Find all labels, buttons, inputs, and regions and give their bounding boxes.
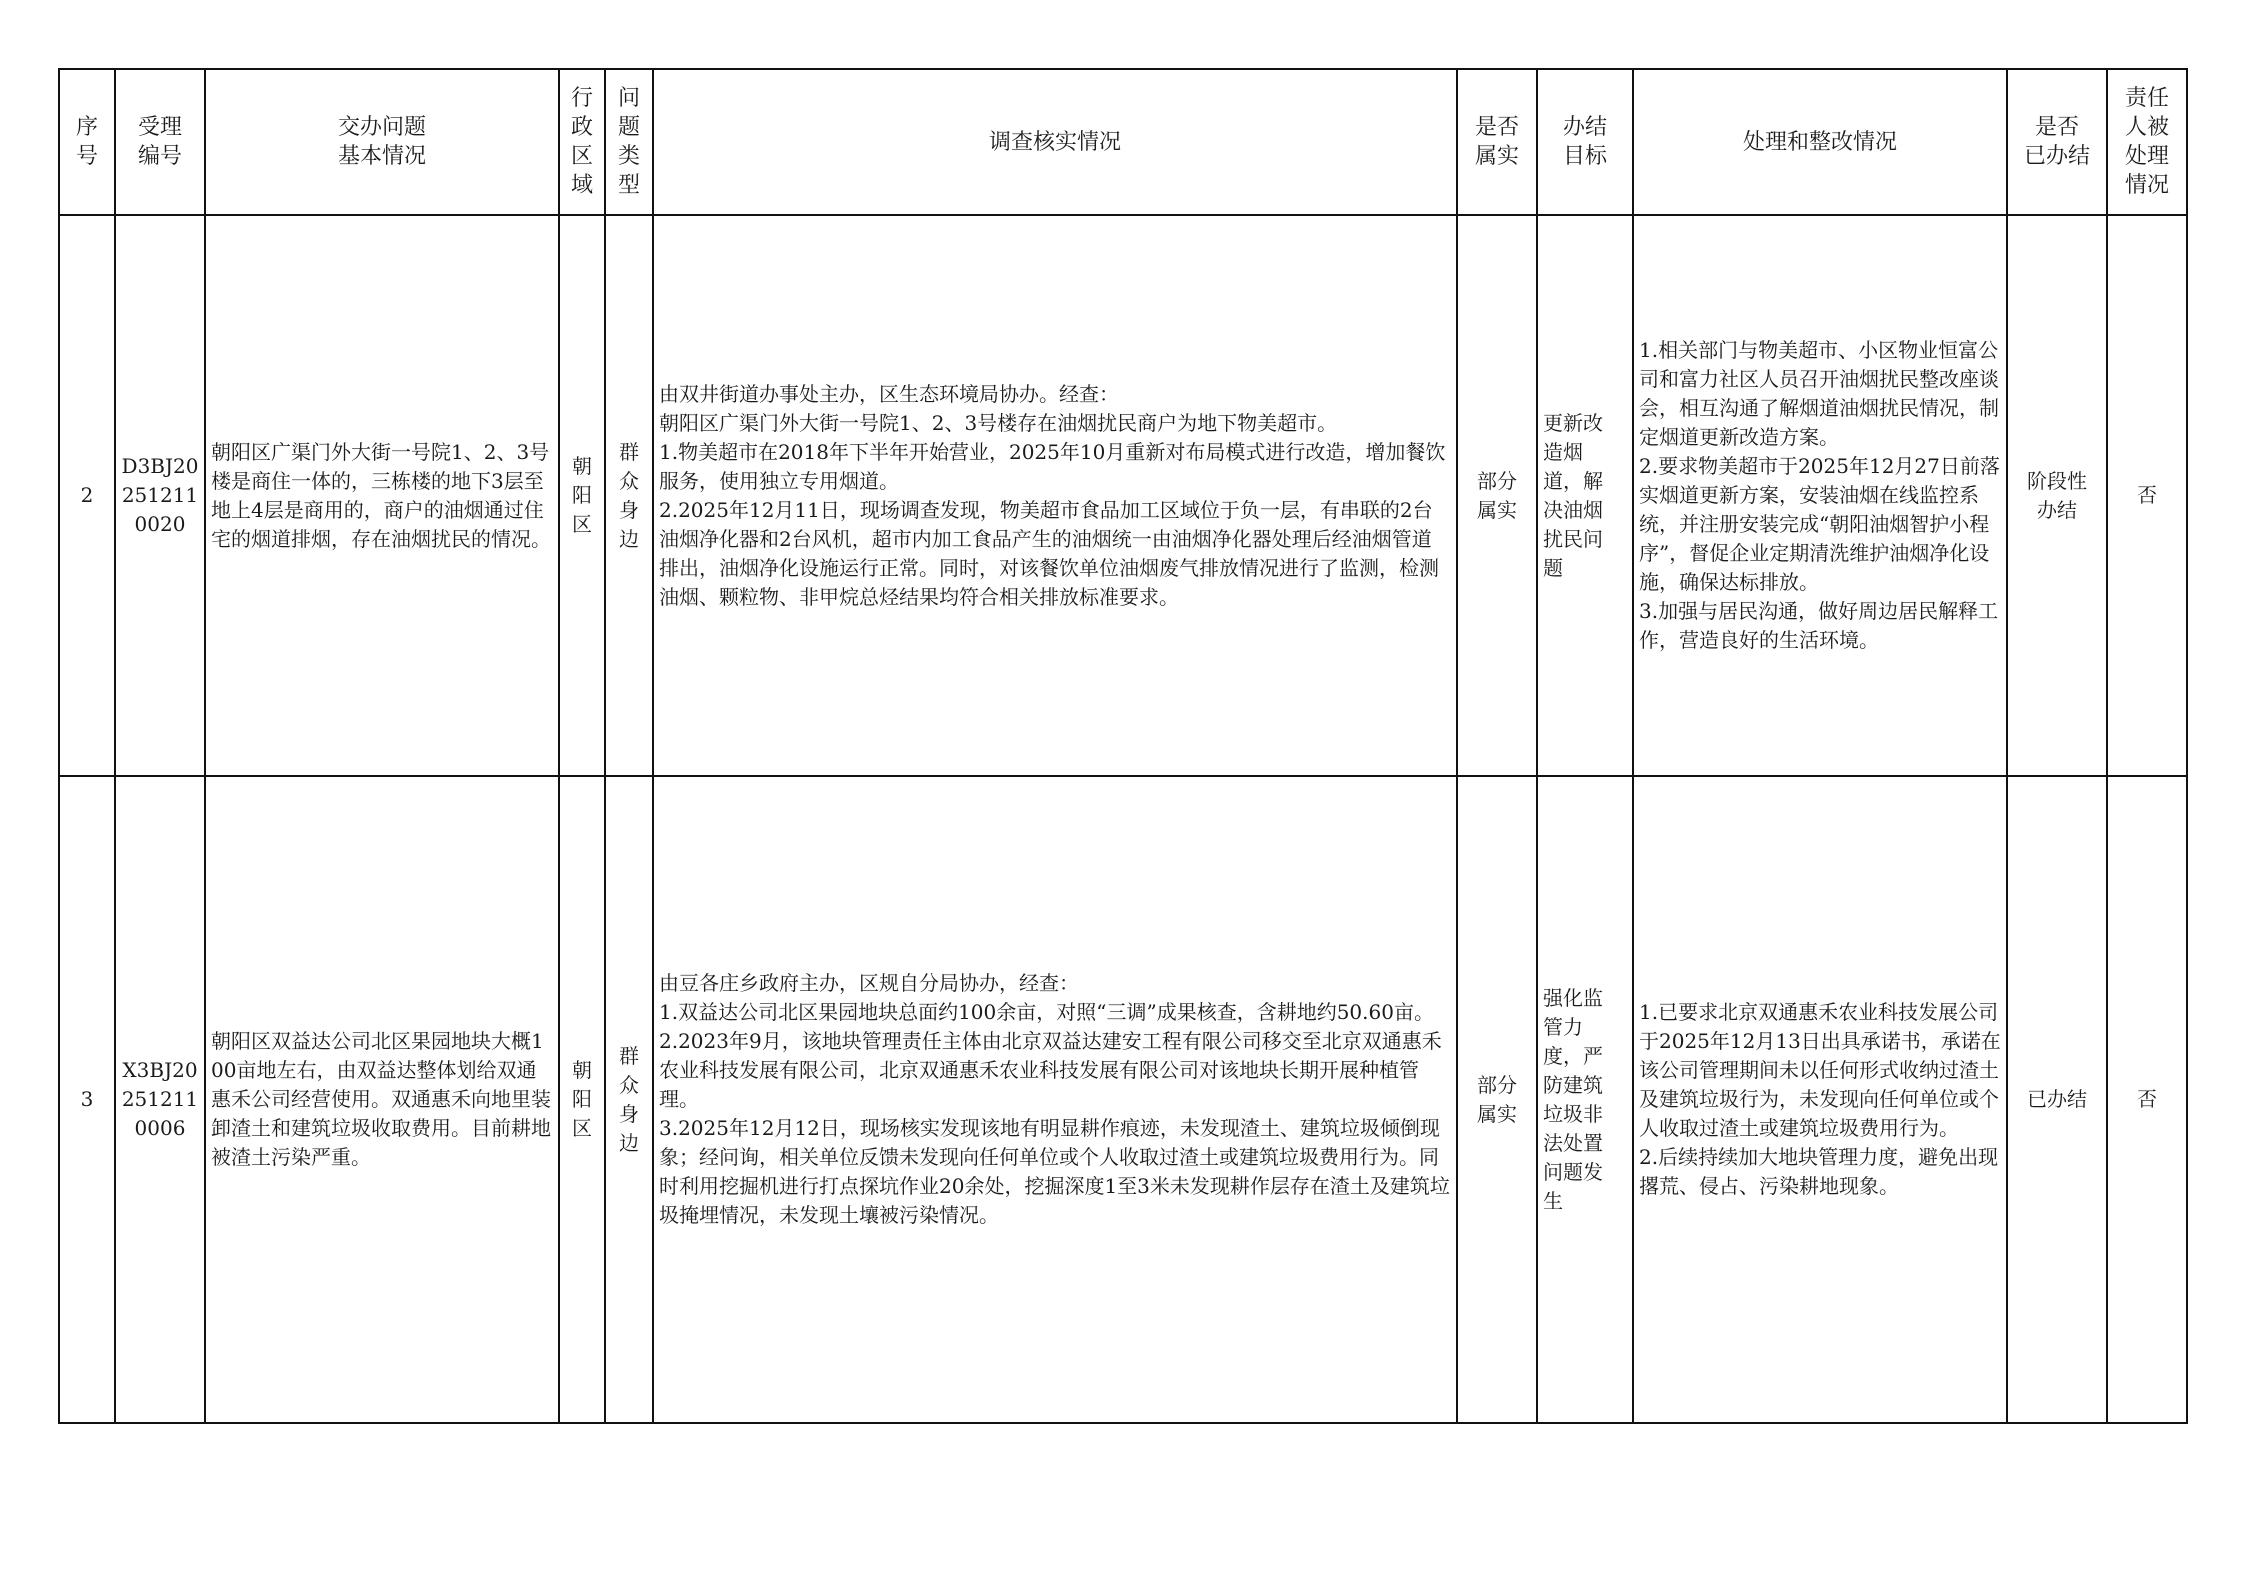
cell-rectification: 1.相关部门与物美超市、小区物业恒富公司和富力社区人员召开油烟扰民整改座谈会，相互沟通了解烟道油烟扰民情况，制定烟道更新改造方案。 2.要求物美超市于2025年12月27日前落实烟道更新方案，安装油烟在线监控系统，并注册安装完成“朝阳油烟智护小程序”，督促企业定期清洗维护油烟净化设施，确保达标排放。 3.加强与居民沟通，做好周边居民解释工作，营造良好的生活环境。 [1633,215,2007,776]
cell-closed: 阶段性 办结 [2007,215,2107,776]
cell-issue-type: 群 众 身 边 [605,215,653,776]
cell-case-no: X3BJ20 251211 0006 [115,776,205,1423]
cell-closed: 已办结 [2007,776,2107,1423]
cell-basic: 朝阳区广渠门外大街一号院1、2、3号楼是商住一体的，三栋楼的地下3层至地上4层是商用的，商户的油烟通过住宅的烟道排烟，存在油烟扰民的情况。 [205,215,559,776]
cell-goal: 强化监 管力 度，严 防建筑 垃圾非 法处置 问题发 生 [1537,776,1633,1423]
header-basic: 交办问题 基本情况 [205,69,559,215]
cell-case-no: D3BJ20 251211 0020 [115,215,205,776]
document-page [58,68,2186,1424]
header-investigation: 调查核实情况 [653,69,1457,215]
header-rectification: 处理和整改情况 [1633,69,2007,215]
header-row [59,69,2187,215]
cell-verified: 部分 属实 [1457,215,1537,776]
cell-accountability: 否 [2107,776,2187,1423]
cell-goal: 更新改 造烟 道，解 决油烟 扰民问 题 [1537,215,1633,776]
header-closed: 是否 已办结 [2007,69,2107,215]
table-row [59,776,2187,1423]
cell-accountability: 否 [2107,215,2187,776]
header-goal: 办结 目标 [1537,69,1633,215]
header-issue-type: 问 题 类 型 [605,69,653,215]
header-accountability: 责任 人被 处理 情况 [2107,69,2187,215]
table-row [59,215,2187,776]
case-table [58,68,2188,1424]
cell-seq: 3 [59,776,115,1423]
header-verified: 是否 属实 [1457,69,1537,215]
cell-district: 朝 阳 区 [559,215,605,776]
cell-district: 朝 阳 区 [559,776,605,1423]
cell-basic: 朝阳区双益达公司北区果园地块大概100亩地左右，由双益达整体划给双通惠禾公司经营使用。双通惠禾向地里装卸渣土和建筑垃圾收取费用。目前耕地被渣土污染严重。 [205,776,559,1423]
header-district: 行 政 区 域 [559,69,605,215]
cell-investigation: 由双井街道办事处主办，区生态环境局协办。经查： 朝阳区广渠门外大街一号院1、2、3号楼存在油烟扰民商户为地下物美超市。 1.物美超市在2018年下半年开始营业，2025年10月重新对布局模式进行改造，增加餐饮服务，使用独立专用烟道。 2.2025年12月11日，现场调查发现，物美超市食品加工区域位于负一层，有串联的2台油烟净化器和2台风机，超市内加工食品产生的油烟统一由油烟净化器处理后经油烟管道排出，油烟净化设施运行正常。同时，对该餐饮单位油烟废气排放情况进行了监测，检测油烟、颗粒物、非甲烷总烃结果均符合相关排放标准要求。 [653,215,1457,776]
cell-verified: 部分 属实 [1457,776,1537,1423]
cell-rectification: 1.已要求北京双通惠禾农业科技发展公司于2025年12月13日出具承诺书，承诺在该公司管理期间未以任何形式收纳过渣土及建筑垃圾行为，未发现向任何单位或个人收取过渣土或建筑垃圾费用行为。 2.后续持续加大地块管理力度，避免出现撂荒、侵占、污染耕地现象。 [1633,776,2007,1423]
cell-seq: 2 [59,215,115,776]
cell-issue-type: 群 众 身 边 [605,776,653,1423]
header-seq: 序 号 [59,69,115,215]
cell-investigation: 由豆各庄乡政府主办，区规自分局协办，经查： 1.双益达公司北区果园地块总面约100余亩，对照“三调”成果核查，含耕地约50.60亩。 2.2023年9月，该地块管理责任主体由北京双益达建安工程有限公司移交至北京双通惠禾农业科技发展有限公司，北京双通惠禾农业科技发展有限公司对该地块长期开展种植管理。 3.2025年12月12日，现场核实发现该地有明显耕作痕迹，未发现渣土、建筑垃圾倾倒现象；经问询，相关单位反馈未发现向任何单位或个人收取过渣土或建筑垃圾费用行为。同时利用挖掘机进行打点探坑作业20余处，挖掘深度1至3米未发现耕作层存在渣土及建筑垃圾掩埋情况，未发现土壤被污染情况。 [653,776,1457,1423]
header-case-no: 受理 编号 [115,69,205,215]
